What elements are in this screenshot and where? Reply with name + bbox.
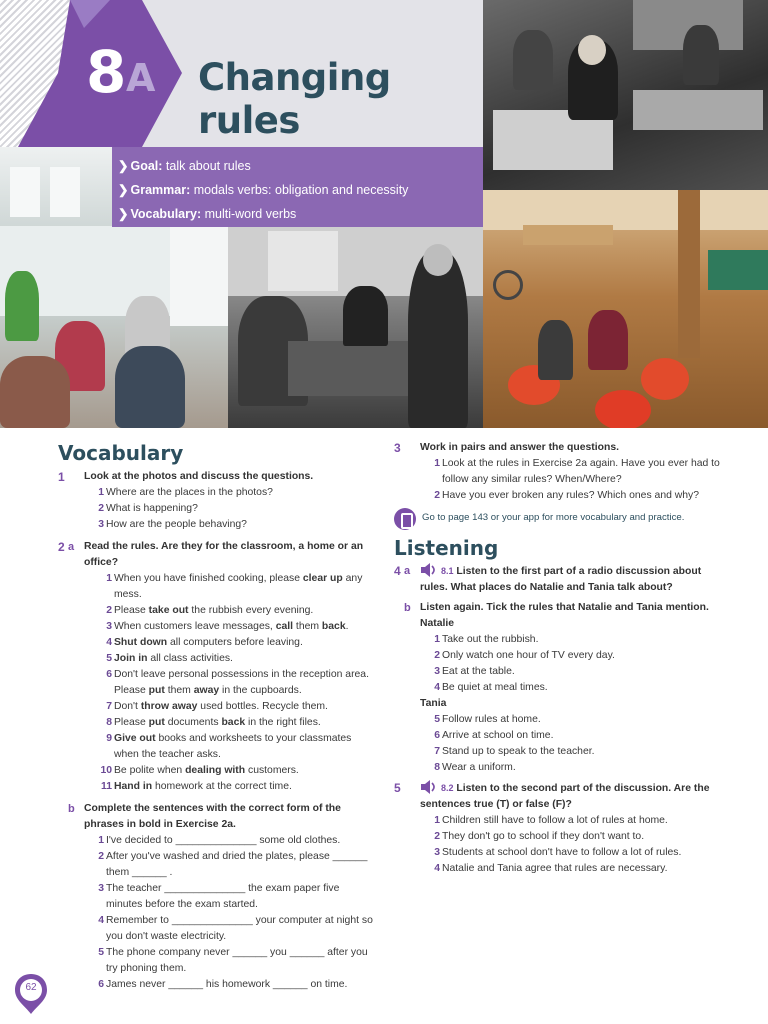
bold-phrase: Join in: [114, 653, 148, 664]
item-text: customers.: [245, 765, 299, 776]
list-item: [420, 664, 724, 680]
rules-list: [84, 571, 378, 795]
bold-phrase: put: [148, 717, 165, 728]
list-item: [420, 728, 724, 744]
item-text: them: [293, 621, 322, 632]
exercise-instruction: Listen again. Tick the rules that Natalie and Tania mention.: [420, 602, 709, 613]
practice-reference[interactable]: [394, 509, 724, 527]
list-item: [92, 635, 378, 651]
item-text: Follow rules at home.: [442, 714, 541, 725]
list-item: [92, 715, 378, 731]
item-number: 2: [98, 851, 104, 862]
item-text: homework at the correct time.: [152, 781, 292, 792]
item-text: Don't leave personal possessions in the reception area. Please: [114, 669, 369, 696]
exercise-number: 1: [58, 470, 65, 484]
grammar-text: modals verbs: obligation and necessity: [193, 183, 409, 197]
item-number: 5: [106, 653, 112, 664]
item-number: 4: [98, 915, 104, 926]
item-text: books and worksheets to your classmates when the teacher asks.: [114, 733, 352, 760]
bold-phrase: away: [193, 685, 220, 696]
listening-heading: Listening: [394, 536, 499, 560]
item-number: 5: [98, 947, 104, 958]
exercise-number: 2: [58, 540, 65, 554]
list-item: [84, 881, 378, 913]
item-number: 10: [100, 765, 112, 776]
chevron-right-icon: ❯: [118, 207, 129, 221]
exercise-sub-letter: b: [68, 803, 75, 815]
exercise-number: 5: [394, 781, 401, 795]
bold-phrase: dealing with: [185, 765, 246, 776]
list-item: [420, 813, 724, 829]
exercise-3: [394, 440, 724, 504]
reference-text: Go to page 143 or your app for more vocabulary and practice.: [422, 512, 685, 523]
item-text: the rubbish every evening.: [188, 605, 314, 616]
item-number: 5: [434, 714, 440, 725]
item-text: When you have finished cooking, please: [114, 573, 303, 584]
exercise-sub-letter: b: [404, 602, 411, 614]
list-item: 1 Look at the rules in Exercise 2a again. Have you ever had to follow any similar rules? When/Where?: [434, 458, 720, 485]
list-item: [92, 619, 378, 635]
item-text: Please: [114, 605, 149, 616]
item-number: 9: [106, 733, 112, 744]
vocabulary-text: multi-word verbs: [204, 207, 297, 221]
true-false-list: [420, 813, 724, 877]
item-text: used bottles. Recycle them.: [197, 701, 328, 712]
item-text: Stand up to speak to the teacher.: [442, 746, 595, 757]
exercise-sub-letter: a: [404, 565, 411, 577]
list-item: [92, 763, 378, 779]
goal-label: Goal:: [130, 159, 163, 173]
bold-phrase: take out: [148, 605, 189, 616]
bold-phrase: Hand in: [114, 781, 153, 792]
goals-box: [112, 147, 483, 227]
photo-office-workers: [483, 0, 768, 190]
natalie-label: Natalie: [420, 618, 455, 629]
unit-header: [0, 0, 483, 147]
item-text: I've decided to ______________ some old clothes.: [106, 835, 341, 846]
item-number: 7: [106, 701, 112, 712]
list-item: [92, 603, 378, 619]
item-text: Eat at the table.: [442, 666, 515, 677]
exercise-instruction: Listen to the second part of the discussion. Are the sentences true (T) or false (F)?: [420, 783, 710, 810]
vocabulary-row: [118, 202, 483, 226]
exercise-2b: [58, 801, 378, 993]
exercise-1: [58, 469, 378, 533]
photo-modern-classroom: [0, 226, 228, 428]
item-text: all computers before leaving.: [167, 637, 303, 648]
exercise-instruction: Work in pairs and answer the questions.: [420, 442, 620, 453]
exercise-sub-letter: a: [68, 541, 75, 553]
bold-phrase: clear up: [302, 573, 343, 584]
list-item: [92, 571, 378, 603]
list-item: [84, 913, 378, 945]
item-text: in the cupboards.: [219, 685, 302, 696]
list-item: [84, 849, 378, 881]
item-text: Remember to ______________ your computer at night so you don't waste electricity.: [106, 915, 373, 942]
list-item: [420, 760, 724, 776]
list-item: [420, 845, 724, 861]
item-text: Students at school don't have to follow a lot of rules.: [442, 847, 682, 858]
item-number: 1: [106, 573, 112, 584]
list-item: 2 What is happening?: [98, 503, 198, 514]
audio-icon[interactable]: [420, 780, 438, 794]
item-text: Only watch one hour of TV every day.: [442, 650, 615, 661]
audio-icon[interactable]: [420, 563, 438, 577]
list-item: [84, 977, 378, 993]
item-number: 3: [98, 883, 104, 894]
list-item: [84, 833, 378, 849]
item-text: them: [164, 685, 194, 696]
item-text: After you've washed and dried the plates, please ______ them ______ .: [106, 851, 368, 878]
vocabulary-label: Vocabulary:: [130, 207, 202, 221]
exercise-4b: [394, 600, 724, 776]
list-item: [420, 632, 724, 648]
photo-old-classroom: [228, 226, 483, 428]
item-text: Be quiet at meal times.: [442, 682, 548, 693]
bold-phrase: Give out: [114, 733, 156, 744]
chevron-right-icon: ❯: [118, 159, 129, 173]
item-number: 6: [434, 730, 440, 741]
natalie-list: [420, 632, 724, 696]
item-number: 8: [106, 717, 112, 728]
item-text: The phone company never ______ you ______ after you try phoning them.: [106, 947, 368, 974]
tania-list: [420, 712, 724, 776]
list-item: [420, 829, 724, 845]
item-number: 1: [434, 815, 440, 826]
photo-classroom-top: [0, 147, 112, 227]
exercise-number: 3: [394, 441, 401, 455]
item-text: Don't: [114, 701, 141, 712]
exercise-5: [394, 780, 724, 877]
page-number: 62: [25, 982, 37, 993]
list-item: [92, 731, 378, 763]
left-column: [58, 440, 378, 993]
item-text: documents: [164, 717, 222, 728]
item-number: 7: [434, 746, 440, 757]
item-number: 3: [434, 847, 440, 858]
bold-phrase: call: [275, 621, 294, 632]
list-item: [420, 861, 724, 877]
item-number: 3: [106, 621, 112, 632]
bold-phrase: throw away: [140, 701, 198, 712]
list-item: 2 Have you ever broken any rules? Which ones and why?: [434, 490, 700, 501]
item-text: all class activities.: [147, 653, 233, 664]
item-text: When customers leave messages,: [114, 621, 276, 632]
gapfill-list: [84, 833, 378, 993]
list-item: [92, 779, 378, 795]
goal-text: talk about rules: [165, 159, 251, 173]
item-number: 1: [434, 634, 440, 645]
tania-label: Tania: [420, 698, 447, 709]
item-number: 8: [434, 762, 440, 773]
item-number: 6: [106, 669, 112, 680]
item-number: 2: [106, 605, 112, 616]
track-number: 8.2: [441, 783, 454, 793]
chevron-right-icon: ❯: [118, 183, 129, 197]
grammar-row: [118, 178, 483, 202]
item-number: 4: [434, 863, 440, 874]
list-item: [420, 744, 724, 760]
list-item: [92, 667, 378, 699]
exercise-number: 4: [394, 564, 401, 578]
item-text: Children still have to follow a lot of rules at home.: [442, 815, 668, 826]
item-text: Natalie and Tania agree that rules are necessary.: [442, 863, 668, 874]
list-item: [420, 648, 724, 664]
item-number: 4: [434, 682, 440, 693]
item-text: Please: [114, 717, 149, 728]
item-text: Wear a uniform.: [442, 762, 516, 773]
track-number: 8.1: [441, 566, 454, 576]
item-text: Be polite when: [114, 765, 186, 776]
app-icon: [394, 508, 416, 530]
bold-phrase: put: [148, 685, 165, 696]
item-number: 1: [98, 835, 104, 846]
exercise-instruction: Look at the photos and discuss the questions.: [84, 471, 314, 482]
item-text: Take out the rubbish.: [442, 634, 539, 645]
list-item: [84, 945, 378, 977]
vocabulary-heading: Vocabulary: [58, 441, 184, 465]
unit-title: Changing rules: [198, 56, 391, 142]
item-number: 11: [101, 781, 112, 792]
item-number: 4: [106, 637, 112, 648]
list-item: 1 Where are the places in the photos?: [98, 487, 273, 498]
list-item: [92, 699, 378, 715]
exercise-2a: [58, 539, 378, 795]
page-number-badge: [13, 972, 49, 1016]
photo-relaxed-office: [483, 190, 768, 428]
item-text: .: [345, 621, 349, 632]
item-number: 2: [434, 831, 440, 842]
item-number: 3: [434, 666, 440, 677]
item-number: 2: [434, 650, 440, 661]
unit-letter: A: [126, 56, 156, 100]
right-column: [394, 440, 724, 877]
bold-phrase: Shut down: [114, 637, 168, 648]
exercise-instruction: Listen to the first part of a radio discussion about rules. What places do Natalie and Tania talk about?: [420, 566, 702, 593]
item-number: 6: [98, 979, 104, 990]
item-text: any mess.: [114, 573, 363, 600]
goal-row: [118, 154, 483, 178]
item-text: in the right files.: [245, 717, 321, 728]
exercise-instruction: Read the rules. Are they for the classroom, a home or an office?: [84, 541, 364, 568]
exercise-4a: [394, 563, 724, 596]
list-item: [420, 712, 724, 728]
item-text: James never ______ his homework ______ on time.: [106, 979, 348, 990]
exercise-instruction: Complete the sentences with the correct form of the phrases in bold in Exercise 2a.: [84, 803, 341, 830]
item-text: The teacher ______________ the exam paper five minutes before the exam started.: [106, 883, 340, 910]
bold-phrase: back: [221, 717, 246, 728]
list-item: 3 How are the people behaving?: [98, 519, 247, 530]
bold-phrase: back: [321, 621, 346, 632]
item-text: Arrive at school on time.: [442, 730, 554, 741]
unit-number: 8: [86, 38, 125, 106]
list-item: [92, 651, 378, 667]
grammar-label: Grammar:: [130, 183, 191, 197]
item-text: They don't go to school if they don't want to.: [442, 831, 645, 842]
list-item: [420, 680, 724, 696]
